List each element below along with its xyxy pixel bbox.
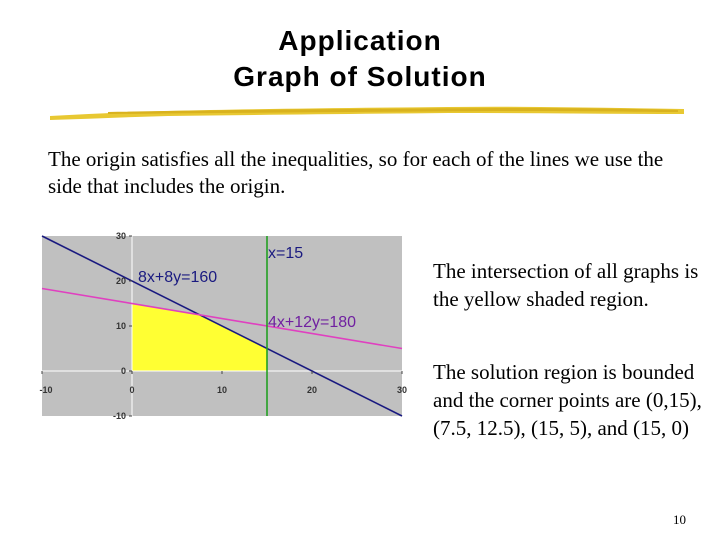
x-tick-label: 20 — [306, 385, 318, 395]
x-tick-label: 30 — [396, 385, 408, 395]
page-number: 10 — [673, 512, 686, 527]
line-equation-label: 4x+12y=180 — [268, 314, 357, 331]
intro-paragraph: The origin satisfies all the inequalities, so for each of the lines we use the side that includes the origin. — [48, 147, 664, 198]
line-equation-label: 8x+8y=160 — [138, 269, 218, 286]
y-tick-label: 30 — [115, 231, 126, 241]
slide-title-line-2: Graph of Solution — [233, 61, 487, 92]
title-underline-rule — [48, 100, 688, 126]
y-tick-label: -10 — [112, 411, 126, 421]
y-tick-label: 10 — [115, 321, 126, 331]
line-equation-label: x=15 — [268, 245, 304, 262]
x-tick-label: 0 — [129, 385, 135, 395]
y-tick-label: 0 — [120, 366, 126, 376]
x-tick-label: 10 — [216, 385, 228, 395]
intersection-note: The intersection of all graphs is the yellow shaded region. — [433, 259, 699, 311]
slide-title-line-1: Application — [278, 25, 442, 56]
x-tick-label: -10 — [39, 385, 53, 395]
y-tick-label: 20 — [115, 276, 126, 286]
corner-points-note: The solution region is bounded and the corner points are (0,15), (7.5, 12.5), (15, 5), and (15, 0) — [433, 360, 702, 440]
solution-graph — [28, 220, 408, 440]
